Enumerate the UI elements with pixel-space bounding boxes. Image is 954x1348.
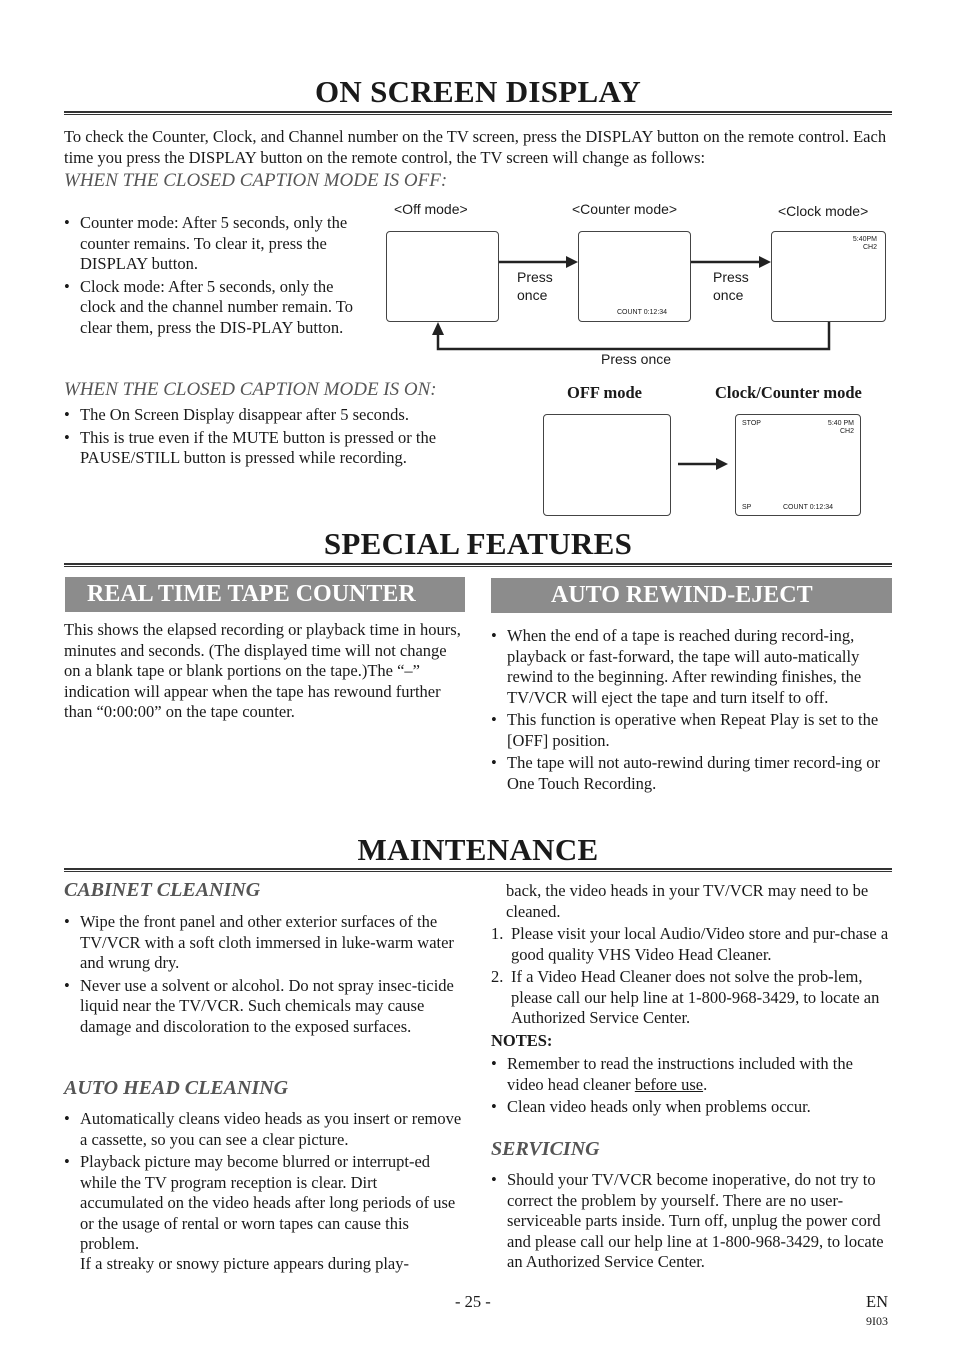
list-item: • Counter mode: After 5 seconds, only the counter remains. To clear it, press the DISPLAY button. [64, 213, 362, 275]
special-features-divider [64, 563, 892, 567]
document-code: 9I03 [866, 1314, 888, 1328]
auto-head-cleaning-heading: AUTO HEAD CLEANING [64, 1077, 289, 1099]
off-mode-title: OFF mode [567, 383, 642, 402]
list-item: 2. If a Video Head Cleaner does not solve the prob-lem, please call our help line at 1-800-968-3429, to locate an Authorized Service Center. [491, 967, 880, 1027]
cc-off-heading: WHEN THE CLOSED CAPTION MODE IS OFF: [64, 170, 448, 191]
clock-counter-screen [735, 414, 861, 516]
servicing-heading: SERVICING [491, 1138, 600, 1160]
press-once-label-2: Press once [713, 269, 749, 303]
notes-list [491, 1054, 891, 1120]
list-item: • When the end of a tape is reached during record-ing, playback or fast-forward, the tape will auto-matically rewind to the beginning. After rewinding finishes, the TV/VCR will eject the tape and turn itself to off. [491, 626, 891, 708]
maintenance-title: MAINTENANCE [357, 832, 599, 867]
language-code: EN [866, 1292, 888, 1311]
channel-indicator: CH2 [839, 428, 854, 435]
page-number: - 25 - [455, 1292, 491, 1311]
list-item: • This is true even if the MUTE button is pressed or the PAUSE/STILL button is pressed while recording. [64, 428, 494, 469]
mode-arrow [676, 456, 732, 472]
list-item: • Clock mode: After 5 seconds, only the clock and the channel number remain. To clear them, press the DIS-PLAY button. [64, 277, 362, 339]
list-item: • Never use a solvent or alcohol. Do not spray insec-ticide liquid near the TV/VCR. Such chemicals may cause damage and discoloration to the exposed surfaces. [64, 976, 464, 1038]
head-cleaning-continued-a: If a streaky or snowy picture appears during play- [80, 1254, 409, 1273]
stop-indicator: STOP [742, 420, 761, 427]
before-use-emphasis: before use [634, 1074, 704, 1094]
list-item: • Wipe the front panel and other exterior surfaces of the TV/VCR with a soft cloth immersed in luke-warm water and wrung dry. [64, 912, 464, 974]
osd-intro: To check the Counter, Clock, and Channel number on the TV screen, press the DISPLAY button on the remote control. Each time you press the DISPLAY button on the remote control, the TV screen will change as follows: [64, 127, 887, 167]
list-item: • Remember to read the instructions included with the video head cleaner before use. [491, 1054, 891, 1095]
auto-head-cleaning-list [64, 1109, 464, 1257]
list-item: • This function is operative when Repeat Play is set to the [OFF] position. [491, 710, 891, 751]
auto-rewind-heading: AUTO REWIND-EJECT [491, 578, 892, 613]
list-item: • The On Screen Display disappear after 5 seconds. [64, 405, 494, 426]
clock-time: 5:40PM [852, 236, 877, 243]
off-screen [543, 414, 671, 516]
head-cleaner-steps [491, 924, 891, 1031]
osd-title: ON SCREEN DISPLAY [314, 74, 642, 109]
servicing-list [491, 1170, 891, 1275]
clock-time: 5:40 PM [827, 420, 854, 427]
list-item: • The tape will not auto-rewind during timer record-ing or One Touch Recording. [491, 753, 891, 794]
cabinet-cleaning-heading: CABINET CLEANING [64, 879, 261, 901]
list-item: • Should your TV/VCR become inoperative, do not try to correct the problem by yourself. There are no user-serviceable parts inside. Turn off, unplug the power cord and please call our help line at 1-800-968-3429, to locate an Authorized Service Center. [491, 1170, 891, 1273]
rttc-body: This shows the elapsed recording or playback time in hours, minutes and seconds. (The displayed time will not change on a blank tape or blank portions on the tape.)The “–” indication will appear when the tape has rewound further than “0:00:00” on the tape counter. [64, 620, 461, 721]
rttc-heading: REAL TIME TAPE COUNTER [65, 577, 465, 612]
special-features-title: SPECIAL FEATURES [323, 526, 633, 561]
list-item: • Clean video heads only when problems occur. [491, 1097, 891, 1118]
speed-indicator: SP [742, 504, 752, 511]
osd-divider [64, 111, 892, 115]
counter-readout: COUNT 0:12:34 [783, 504, 834, 511]
maintenance-divider [64, 868, 892, 872]
clock-mode-label: <Clock mode> [778, 203, 869, 219]
cc-on-heading: WHEN THE CLOSED CAPTION MODE IS ON: [64, 379, 437, 400]
notes-heading: NOTES: [491, 1031, 553, 1050]
list-item: • Playback picture may become blurred or interrupt-ed while the TV program reception is clear. Dirt accumulated on the video heads after long periods of use or the usage of rental or worn tapes can cause this problem. [64, 1152, 464, 1255]
off-mode-label: <Off mode> [394, 201, 468, 217]
list-item: 1. Please visit your local Audio/Video store and pur-chase a good quality VHS Video Head Cleaner. [491, 924, 889, 964]
cabinet-cleaning-list [64, 912, 464, 1039]
press-once-label-3: Press once [601, 351, 672, 367]
auto-rewind-list [491, 626, 891, 796]
press-once-label-1: Press once [517, 269, 553, 303]
head-cleaning-continued-b: back, the video heads in your TV/VCR may need to be cleaned. [506, 881, 869, 921]
counter-readout: COUNT 0:12:34 [617, 309, 668, 316]
counter-mode-label: <Counter mode> [572, 201, 678, 217]
cc-on-list [64, 405, 494, 471]
cc-off-list [64, 213, 362, 340]
diagram-arrows [380, 225, 890, 360]
clock-counter-mode-title: Clock/Counter mode [715, 383, 862, 402]
clock-channel: CH2 [862, 244, 877, 251]
list-item: • Automatically cleans video heads as you insert or remove a cassette, so you can see a clear picture. [64, 1109, 464, 1150]
